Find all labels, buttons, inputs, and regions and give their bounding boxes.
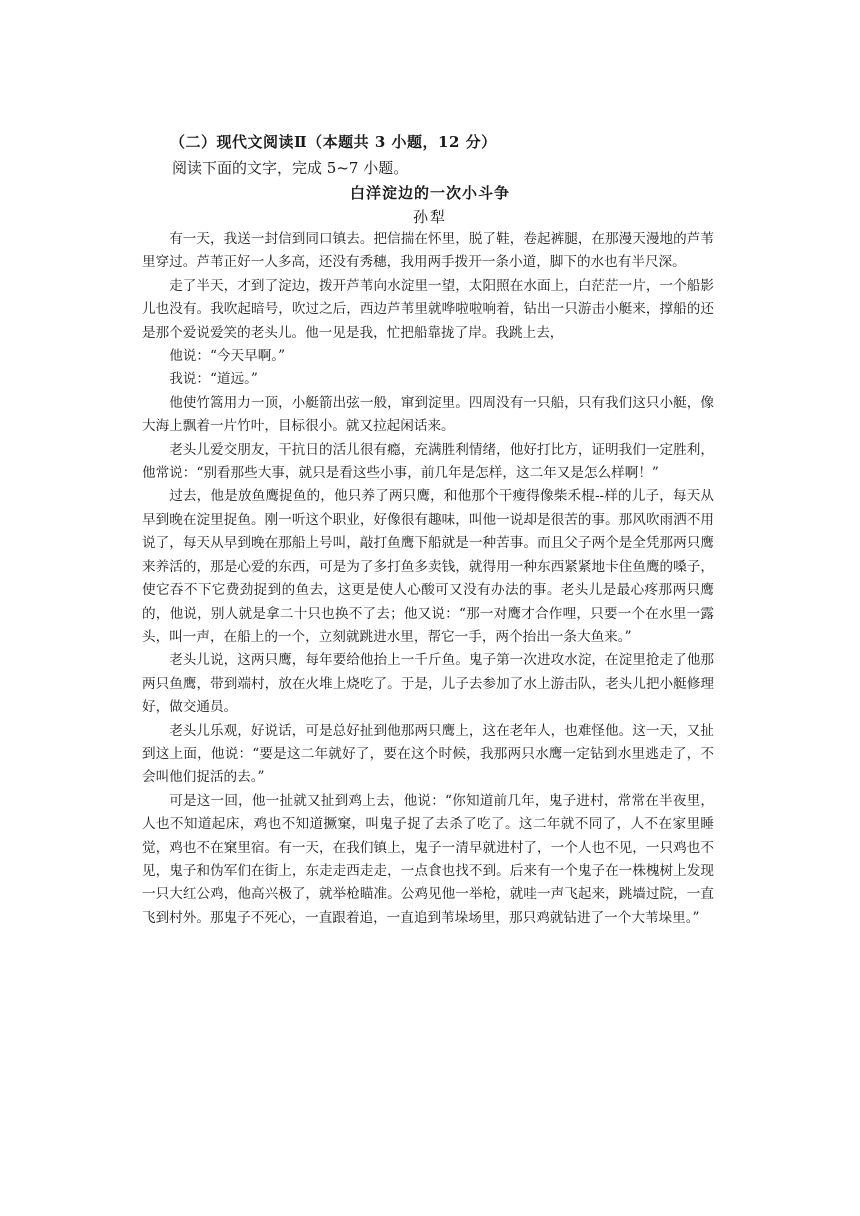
paragraph: 老头儿说，这两只鹰，每年要给他抬上一千斤鱼。鬼子第一次进攻水淀，在淀里抢走了他那两只鱼鹰，带到端村，放在火堆上烧吃了。于是，儿子去参加了水上游击队，老头儿把小艇修理好，做交通员。 — [142, 652, 714, 716]
article-title: 白洋淀边的一次小斗争 — [349, 184, 510, 202]
article-body — [142, 228, 714, 930]
paragraph: 走了半天，才到了淀边，拨开芦苇向水淀里一望，太阳照在水面上，白茫茫一片，一个船影儿也没有。我吹起暗号，吹过之后，西边芦苇里就哗啦啦响着，钻出一只游击小艇来，撑船的还是那个爱说爱笑的老头儿。他一见是我，忙把船靠拢了岸。我跳上去， — [142, 277, 714, 341]
section-heading: （二）现代文阅读Ⅱ（本题共 3 小题，12 分） — [170, 133, 497, 151]
paragraph: 过去，他是放鱼鹰捉鱼的，他只养了两只鹰，和他那个干瘦得像柴禾棍--样的儿子，每天从早到晚在淀里捉鱼。刚一听这个职业，好像很有趣味，叫他一说却是很苦的事。那风吹雨洒不用说了，每天从早到晚在那船上号叫，敲打鱼鹰下船就是一种苦事。而且父子两个是全凭那两只鹰来养活的，那是心爱的东西，可是为了多打鱼多卖钱，就得用一种东西紧紧地卡住鱼鹰的嗓子，使它吞不下它费劲捉到的鱼去，这更是使人心酸可又没有办法的事。老头儿是最心疼那两只鹰的，他说，别人就是拿二十只也换不了去；他又说：“那一对鹰才合作哩，只要一个在水里一露头，叫一声，在船上的一个，立刻就跳进水里，帮它一手，两个抬出一条大鱼来。” — [142, 488, 714, 645]
reading-instruction: 阅读下面的文字，完成 5~7 小题。 — [172, 159, 409, 177]
paragraph: 我说：“道远。” — [169, 371, 258, 388]
paragraph: 他使竹篙用力一顶，小艇箭出弦一般，窜到淀里。四周没有一只船，只有我们这只小艇，像大海上飘着一片竹叶，目标很小。就又拉起闲话来。 — [142, 394, 714, 435]
paragraph: 老头儿爱交朋友，干抗日的活儿很有瘾，充满胜利情绪，他好打比方，证明我们一定胜利，他常说：“别看那些大事，就只是看这些小事，前几年是怎样，这二年又是怎么样啊！” — [142, 441, 714, 482]
article-author: 孙犁 — [412, 208, 447, 226]
paragraph: 可是这一回，他一扯就又扯到鸡上去，他说：“你知道前几年，鬼子进村，常常在半夜里，人也不知道起床，鸡也不知道撅窠，叫鬼子捉了去杀了吃了。这二年就不同了，人不在家里睡觉，鸡也不在窠里宿。有一天，在我们镇上，鬼子一清早就进村了，一个人也不见，一只鸡也不见，鬼子和伪军们在街上，东走走西走走，一点食也找不到。后来有一个鬼子在一株槐树上发现一只大红公鸡，他高兴极了，就举枪瞄准。公鸡见他一举枪，就哇一声飞起来，跳墙过院，一直飞到村外。那鬼子不死心，一直跟着追，一直追到苇垛场里，那只鸡就钻进了一个大苇垛里。” — [142, 792, 714, 926]
paragraph: 有一天，我送一封信到同口镇去。把信揣在怀里，脱了鞋，卷起裤腿，在那漫天漫地的芦苇里穿过。芦苇正好一人多高，还没有秀穗，我用两手拨开一条小道，脚下的水也有半尺深。 — [142, 231, 714, 271]
paragraph: 老头儿乐观，好说话，可是总好扯到他那两只鹰上，这在老年人，也难怪他。这一天，又扯到这上面，他说：“要是这二年就好了，要在这个时候，我那两只水鹰一定钻到水里逃走了，不会叫他们捉活的去。” — [142, 722, 714, 786]
paragraph: 他说：“今天早啊。” — [169, 348, 286, 365]
